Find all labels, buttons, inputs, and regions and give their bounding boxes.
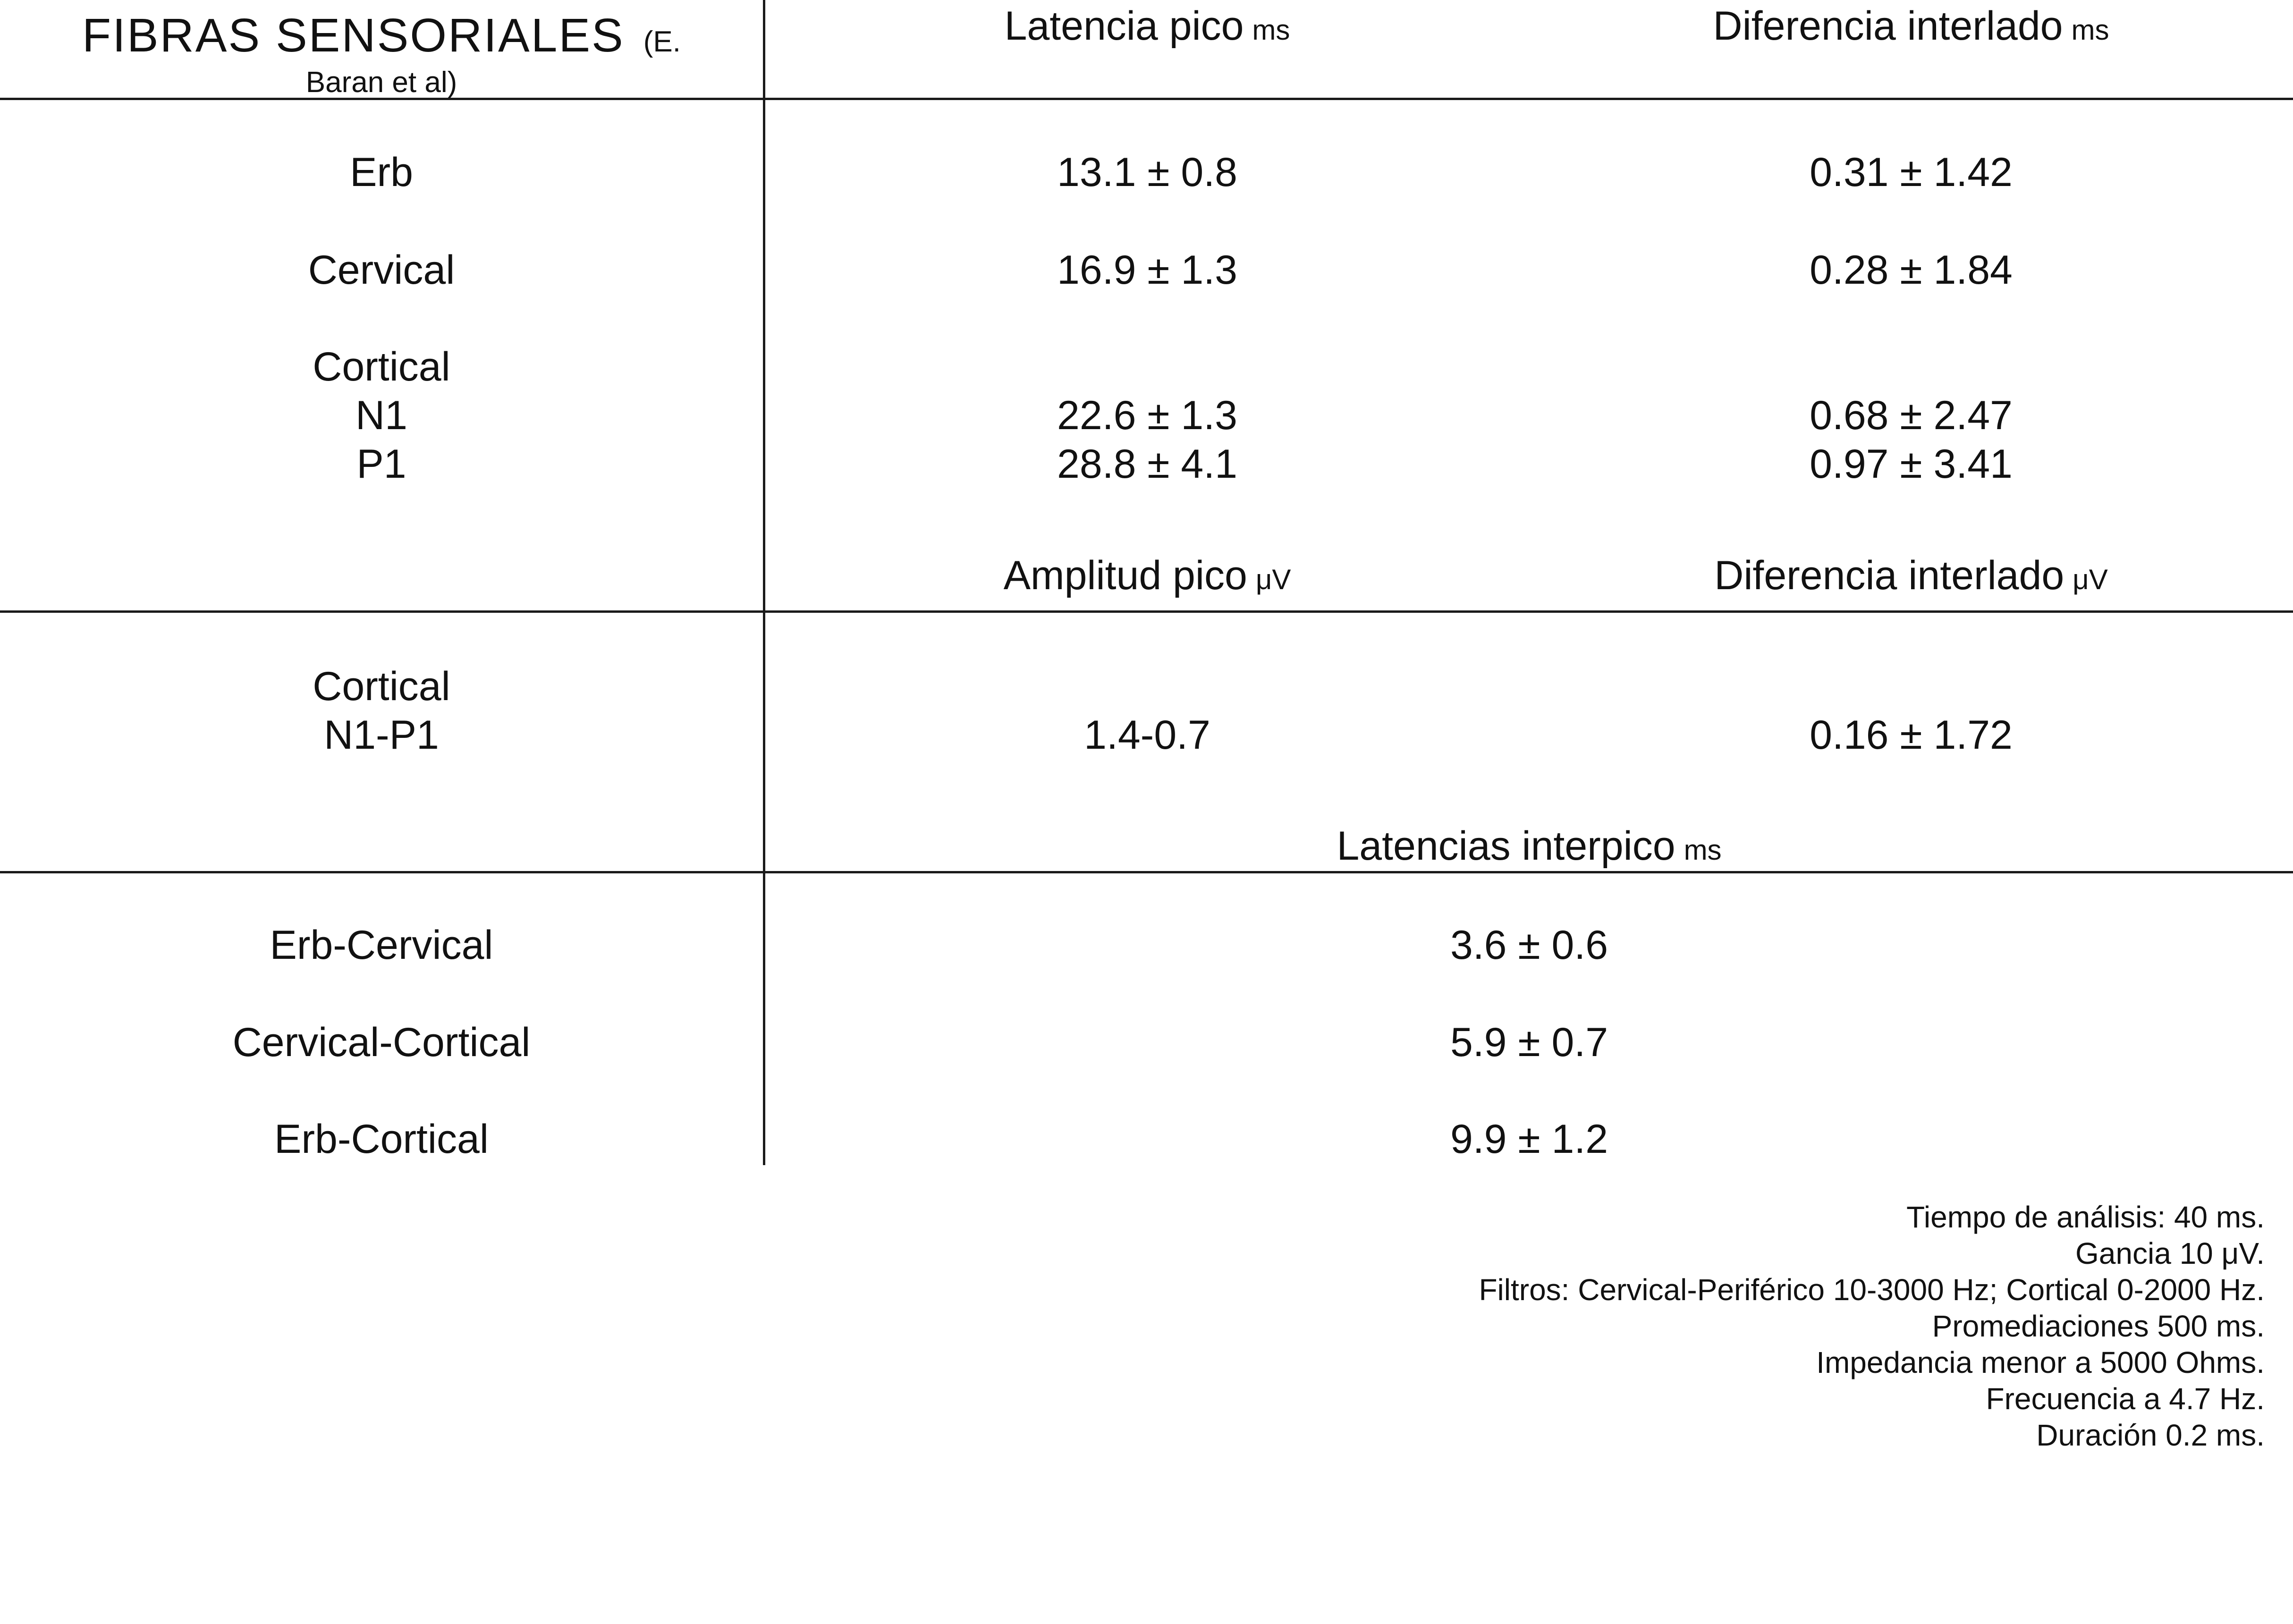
row-label-p1: P1 — [356, 441, 406, 487]
title-main: FIBRAS SENSORIALES — [82, 9, 625, 62]
header-latencias-interpico: Latencias interpico ms — [1337, 823, 1722, 869]
row-label-cervical-cortical: Cervical-Cortical — [232, 1020, 531, 1065]
note-impedance: Impedancia menor a 5000 Ohms. — [1816, 1345, 2265, 1379]
row-label-cervical: Cervical — [308, 247, 455, 293]
erb-latency: 13.1 ± 0.8 — [1057, 150, 1237, 195]
header-latencia-pico: Latencia pico ms — [1004, 3, 1290, 49]
erb-difference: 0.31 ± 1.42 — [1810, 150, 2013, 195]
row-label-n1: N1 — [355, 393, 407, 438]
title-reference: (E. — [643, 25, 681, 58]
note-gain: Gancia 10 μV. — [2075, 1236, 2265, 1270]
row-label-cortical-amplitude: Cortical — [313, 664, 450, 709]
title-reference-authors: Baran et al) — [305, 66, 457, 99]
section2-divider — [0, 610, 2293, 613]
header-amplitud-pico: Amplitud pico μV — [1003, 553, 1291, 598]
n1-latency: 22.6 ± 1.3 — [1057, 393, 1237, 438]
note-averaging: Promediaciones 500 ms. — [1932, 1309, 2265, 1343]
n1-difference: 0.68 ± 2.47 — [1810, 393, 2013, 438]
erb-cortical-value: 9.9 ± 1.2 — [1450, 1116, 1608, 1162]
cervical-latency: 16.9 ± 1.3 — [1057, 247, 1237, 293]
cervical-difference: 0.28 ± 1.84 — [1810, 247, 2013, 293]
note-duration: Duración 0.2 ms. — [2036, 1418, 2265, 1452]
erb-cervical-value: 3.6 ± 0.6 — [1450, 922, 1608, 968]
row-label-cortical: Cortical — [313, 344, 450, 389]
note-filters: Filtros: Cervical-Periférico 10-3000 Hz; Cortical 0-2000 Hz. — [1479, 1273, 2265, 1307]
technical-notes — [1479, 1199, 2265, 1454]
p1-latency: 28.8 ± 4.1 — [1057, 441, 1237, 487]
header-diferencia-interlado-uv: Diferencia interlado μV — [1714, 553, 2108, 598]
table-title — [0, 8, 763, 99]
note-analysis-time: Tiempo de análisis: 40 ms. — [1906, 1200, 2265, 1234]
p1-difference: 0.97 ± 3.41 — [1810, 441, 2013, 487]
row-label-erb-cortical: Erb-Cortical — [274, 1116, 489, 1162]
note-frequency: Frecuencia a 4.7 Hz. — [1986, 1382, 2265, 1416]
n1-p1-amplitude: 1.4-0.7 — [1084, 712, 1210, 758]
row-label-erb-cervical: Erb-Cervical — [270, 922, 493, 968]
header-diferencia-interlado-ms: Diferencia interlado ms — [1713, 3, 2109, 49]
row-label-n1-p1: N1-P1 — [324, 712, 439, 758]
cervical-cortical-value: 5.9 ± 0.7 — [1450, 1020, 1608, 1065]
n1-p1-difference: 0.16 ± 1.72 — [1810, 712, 2013, 758]
section3-divider — [0, 871, 2293, 873]
row-label-erb: Erb — [350, 150, 413, 195]
